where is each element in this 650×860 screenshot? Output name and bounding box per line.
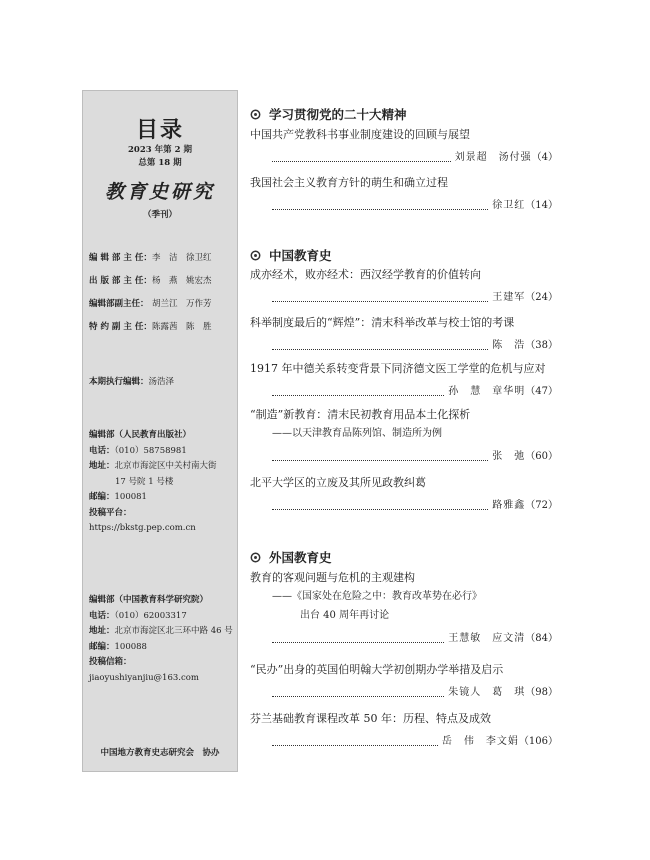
staff-names: 陈露茜 陈 胜: [152, 322, 212, 332]
page-number: （98）: [525, 687, 558, 698]
pep-phone-row: [89, 444, 233, 460]
page-number: （72）: [525, 500, 558, 511]
section-heading: [250, 548, 332, 566]
address-label: 地址：: [89, 626, 115, 636]
nies-address: 北京市海淀区北三环中路 46 号: [114, 626, 233, 636]
pep-submission-row: [89, 506, 233, 537]
staff-row: [89, 321, 233, 333]
staff-role: 出 版 部 主 任：: [89, 276, 152, 286]
dot-leader: [272, 460, 488, 461]
article-authors: 刘景超 汤付强: [454, 152, 532, 163]
pep-address-line2: 17 号院 1 号楼: [115, 476, 174, 487]
page-number: （38）: [525, 340, 558, 351]
dot-leader: [272, 745, 438, 746]
section-heading: [250, 246, 332, 264]
toc-entry[interactable]: [250, 362, 558, 399]
article-authors: 岳 伟 李文娟: [441, 736, 519, 747]
toc-entry[interactable]: [250, 128, 558, 165]
dot-leader: [272, 696, 444, 697]
nies-postcode-row: [89, 640, 233, 656]
toc-entry[interactable]: [250, 571, 558, 646]
pep-contact-block: [89, 428, 233, 537]
article-authors: 徐卫红: [492, 200, 526, 211]
article-title: “民办”出身的英国伯明翰大学初创期办学举措及启示: [250, 663, 504, 676]
article-authors: 孙 慧 章华明: [448, 386, 526, 397]
article-title: 北平大学区的立废及其所见政教纠葛: [250, 476, 426, 489]
executive-editor: [89, 375, 174, 387]
staff-role: 编辑部副主任：: [89, 299, 149, 309]
nies-email-row: [89, 655, 233, 686]
toc-title: 目录: [135, 117, 184, 143]
pep-postcode: 100081: [114, 492, 147, 502]
article-subtitle: ——《国家处在危险之中：教育改革势在必行》: [272, 591, 482, 602]
section-heading: [250, 105, 407, 123]
section-title: 学习贯彻党的二十大精神: [269, 107, 407, 122]
dot-leader: [272, 642, 444, 643]
nies-dept: 编辑部（中国教育科学研究院）: [89, 595, 209, 605]
dot-leader: [272, 161, 451, 162]
journal-frequency: （季刊）: [142, 210, 177, 220]
executive-editor-label: 本期执行编辑：: [89, 377, 149, 387]
total-issue-number: 总第 18 期: [138, 158, 182, 168]
section-ring-icon: [250, 109, 261, 120]
nies-contact-block: [89, 593, 233, 686]
editorial-staff: [89, 252, 233, 344]
nies-phone: （010）62003317: [114, 610, 187, 621]
article-title: 我国社会主义教育方针的萌生和确立过程: [250, 176, 448, 189]
toc-entry[interactable]: [250, 476, 558, 513]
pep-address-row: [89, 459, 233, 475]
page-number: （24）: [525, 292, 558, 303]
phone-label: 电话：: [89, 610, 115, 621]
page-number: （60）: [525, 451, 558, 462]
staff-role: 编 辑 部 主 任：: [89, 253, 152, 263]
phone-label: 电话：: [89, 445, 115, 456]
page-number: （47）: [525, 386, 558, 397]
toc-entry[interactable]: [250, 663, 558, 700]
pep-dept: 编辑部（人民教育出版社）: [89, 430, 192, 440]
masthead-sidebar: [82, 90, 238, 772]
toc-entry[interactable]: [250, 408, 558, 464]
page-number: （106）: [518, 736, 558, 747]
page-number: （84）: [525, 633, 558, 644]
pep-phone: （010）58758981: [114, 445, 187, 456]
pep-submission-url[interactable]: https://bkstg.pep.com.cn: [89, 523, 196, 533]
article-title: 中国共产党教科书事业制度建设的回顾与展望: [250, 128, 470, 141]
article-authors: 王建军: [492, 292, 526, 303]
article-title: 教育的客观问题与危机的主观建构: [250, 571, 415, 584]
nies-postcode: 100088: [114, 641, 147, 652]
article-authors: 路雅鑫: [492, 500, 526, 511]
staff-names: 杨 燕 姚宏杰: [152, 276, 212, 286]
article-subtitle-continued: 出台 40 周年再讨论: [300, 610, 390, 621]
email-label: 投稿信箱：: [89, 657, 132, 667]
section-title: 外国教育史: [269, 550, 332, 565]
article-authors: 张 弛: [492, 451, 526, 462]
article-title: 成亦经术，败亦经术：西汉经学教育的价值转向: [250, 268, 481, 281]
page-number: （14）: [525, 200, 558, 211]
dot-leader: [272, 301, 488, 302]
nies-phone-row: [89, 609, 233, 625]
article-title: 科举制度最后的“辉煌”：清末科举改革与校士馆的考课: [250, 316, 515, 329]
issue-number: 2023 年第 2 期: [128, 145, 192, 155]
article-title: 芬兰基础教育课程改革 50 年：历程、特点及成效: [250, 712, 491, 725]
article-title: 1917 年中德关系转变背景下同济德文医工学堂的危机与应对: [250, 362, 546, 375]
toc-entry[interactable]: [250, 176, 558, 213]
postcode-label: 邮编：: [89, 641, 115, 652]
staff-names: 胡兰江 万作芳: [152, 299, 212, 309]
article-authors: 朱镜人 葛 琪: [448, 687, 526, 698]
toc-entry[interactable]: [250, 316, 558, 353]
toc-entry[interactable]: [250, 268, 558, 305]
address-label: 地址：: [89, 461, 115, 471]
nies-email[interactable]: jiaoyushiyanjiu@163.com: [89, 672, 199, 683]
page-number: （4）: [531, 152, 558, 163]
executive-editor-name: 汤浩泽: [148, 377, 175, 387]
staff-row: [89, 298, 233, 310]
dot-leader: [272, 395, 444, 396]
pep-postcode-row: [89, 490, 233, 506]
journal-name: 教育史研究: [104, 181, 215, 203]
dot-leader: [272, 349, 488, 350]
staff-names: 李 洁 徐卫红: [152, 253, 212, 263]
article-subtitle: ——以天津教育品陈列馆、制造所为例: [272, 428, 442, 439]
dot-leader: [272, 509, 488, 510]
dot-leader: [272, 209, 488, 210]
staff-role: 特 约 副 主 任：: [89, 322, 152, 332]
section-ring-icon: [250, 552, 261, 563]
section-ring-icon: [250, 250, 261, 261]
section-title: 中国教育史: [269, 248, 332, 263]
staff-row: [89, 275, 233, 287]
article-title: “制造”新教育：清末民初教育用品本土化探析: [250, 408, 471, 421]
toc-entry[interactable]: [250, 712, 558, 749]
postcode-label: 邮编：: [89, 492, 115, 502]
pep-address-line1: 北京市海淀区中关村南大街: [114, 461, 217, 471]
article-authors: 王慧敏 应文清: [448, 633, 526, 644]
article-authors: 陈 浩: [492, 340, 526, 351]
nies-address-row: [89, 624, 233, 640]
co-organizer: 中国地方教育史志研究会 协办: [100, 748, 220, 758]
submission-label: 投稿平台：: [89, 507, 132, 518]
staff-row: [89, 252, 233, 264]
